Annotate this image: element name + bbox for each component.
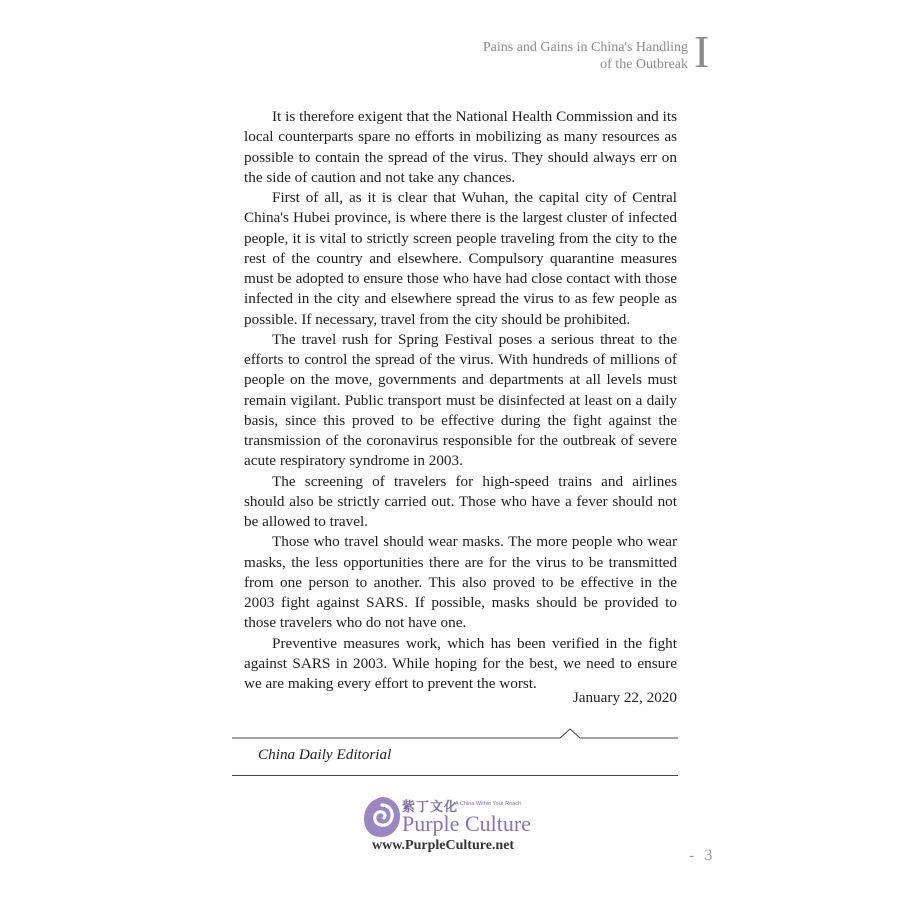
paragraph: The screening of travelers for high-speed trains and airlines should also be strictly carried out. Those who have a fever should not be allowed to travel. [244,472,677,530]
publication-date: January 22, 2020 [572,689,677,706]
watermark-tagline: A China Within Your Reach [455,801,522,807]
watermark-brand: Purple Culture [402,811,531,836]
paragraph: Preventive measures work, which has been verified in the fight against SARS in 2003. While hoping for the best, we need to ensure we are making every effort to prevent the worst. [244,634,677,692]
running-head-line1: Pains and Gains in China's Handling [482,40,688,55]
running-head [428,39,688,73]
byline: China Daily Editorial [258,746,392,763]
watermark-url: www.PurpleCulture.net [372,838,515,853]
page-number: 3 [704,847,713,864]
watermark [362,793,562,863]
page-folio [689,847,712,865]
divider-with-notch [232,725,678,739]
purple-spiral-logo-icon [362,795,402,839]
folio-dash: - [689,847,695,864]
article-body [244,107,677,694]
paragraph: First of all, as it is clear that Wuhan, the capital city of Central China's Hubei province, is where there is the largest cluster of infected people, it is vital to strictly screen people traveling from the city to the rest of the country and elsewhere. Compulsory quarantine measures must be adopted to ensure those who have had close contact with those infected in the city and elsewhere spread the virus to as few people as possible. If necessary, travel from the city should be prohibited. [244,189,677,328]
running-head-line2: of the Outbreak [600,57,688,72]
paragraph: It is therefore exigent that the National Health Commission and its local counterparts spare no efforts in mobilizing as many resources as possible to contain the spread of the virus. They should always err on the side of caution and not take any chances. [244,108,677,186]
divider [232,775,678,776]
part-numeral: I [694,26,710,77]
paragraph: Those who travel should wear masks. The more people who wear masks, the less opportunities there are for the virus to be transmitted from one person to another. This also proved to be effective in the 2003 fight against SARS. If possible, masks should be provided to those travelers who do not have one. [244,533,677,632]
watermark-chinese: 紫丁文化 [402,800,459,815]
paragraph: The travel rush for Spring Festival poses a serious threat to the efforts to control the spread of the virus. With hundreds of millions of people on the move, governments and departments at all levels must remain vigilant. Public transport must be disinfected at least on a daily basis, since this proved to be effective during the fight against the transmission of the coronavirus responsible for the outbreak of severe acute respiratory syndrome in 2003. [244,330,677,470]
